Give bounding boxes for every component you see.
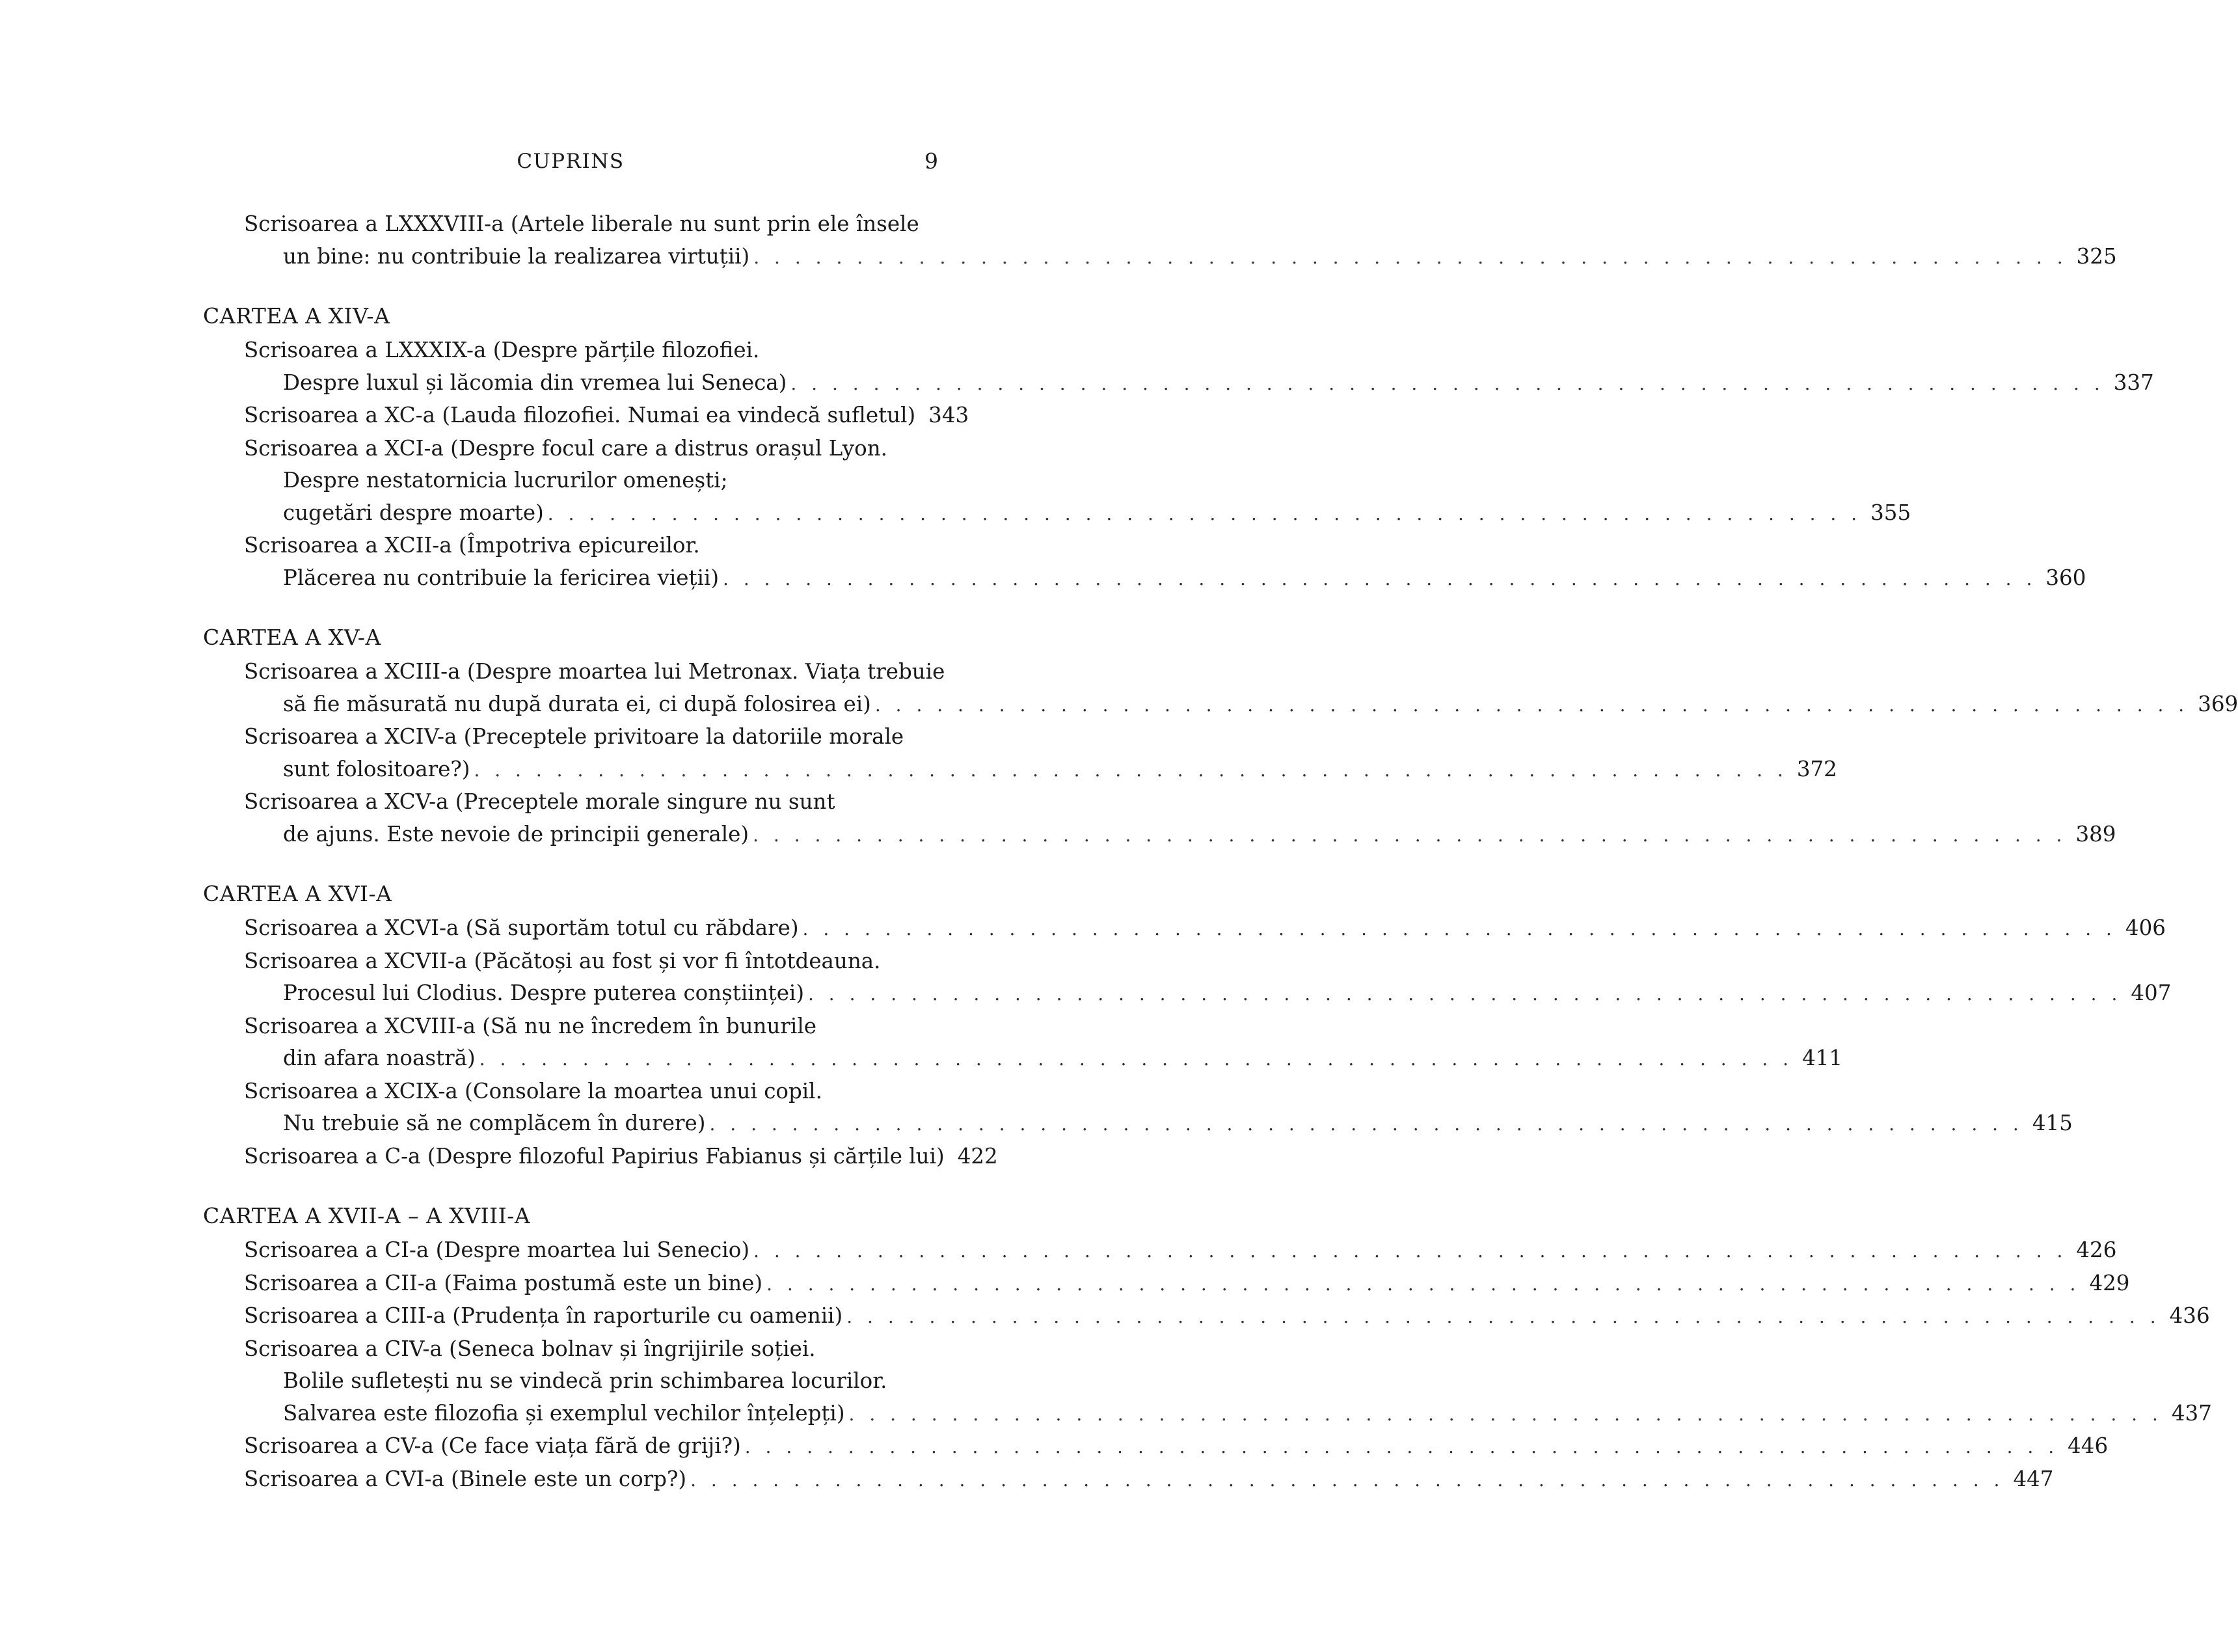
toc-page-number[interactable]: 437 <box>2171 1400 2212 1426</box>
toc-entry-text: Procesul lui Clodius. Despre puterea conștiinței) <box>283 981 804 1005</box>
toc-entry-text: Scrisoarea a XCVIII-a (Să nu ne încredem în bunurile <box>244 1013 816 1038</box>
dot-leader: . . . . . . . . . . . . . . . . . . . . . . . . . . . . . . . . . . . . . . . . . . . . . . . . . . . . . . . . . . . . . . . . <box>790 372 2105 394</box>
toc-page-number[interactable]: 337 <box>2113 370 2154 395</box>
toc-entry[interactable] <box>203 721 1837 786</box>
dot-leader: . . . . . . . . . . . . . . . . . . . . . . . . . . . . . . . . . . . . . . . . . . . . . . . . . . . . . . . . . . . . . . . . <box>802 918 2116 940</box>
dot-leader: . . . . . . . . . . . . . . . . . . . . . . . . . . . . . . . . . . . . . . . . . . . . . . . . . . . . . . . . . . . . . . . . <box>479 1048 1794 1070</box>
toc-entry-continuation-line <box>244 688 2238 722</box>
toc-entry-continuation-line <box>244 465 938 497</box>
toc-page <box>203 146 2238 1522</box>
toc-entry-line <box>244 399 969 433</box>
toc-entry-line <box>244 721 938 753</box>
toc-entry-text: sunt folositoare?) <box>283 756 470 781</box>
toc-entry-text: Scrisoarea a XC-a (Lauda filozofiei. Numai ea vindecă sufletul) <box>244 403 916 427</box>
toc-entry-continuation-line <box>244 367 2154 400</box>
toc-entry-line <box>244 1430 2109 1463</box>
toc-entry-line <box>244 433 938 465</box>
toc-entry-text: Despre nestatornicia lucrurilor omenești; <box>283 468 728 493</box>
toc-entry-text: din afara noastră) <box>283 1046 476 1070</box>
toc-page-number[interactable]: 343 <box>928 403 969 427</box>
toc-entry-continuation-line <box>244 1398 2212 1431</box>
toc-entry-line <box>244 945 938 978</box>
toc-entry[interactable] <box>203 530 2086 595</box>
toc-entry-text: Scrisoarea a C-a (Despre filozoful Papirius Fabianus și cărțile lui) <box>244 1143 945 1169</box>
toc-entry-line <box>244 1267 2130 1301</box>
toc-entry-continuation-line <box>244 241 2117 274</box>
toc-entry[interactable] <box>203 1267 2130 1301</box>
toc-entry-continuation-line <box>244 562 2086 595</box>
toc-top-entries <box>203 208 2117 273</box>
toc-entry-text: Scrisoarea a LXXXVIII-a (Artele liberale nu sunt prin ele însele <box>244 211 919 236</box>
toc-entry-continuation-line <box>244 753 1837 787</box>
toc-page-number[interactable]: 411 <box>1802 1046 1843 1070</box>
toc-page-number[interactable]: 446 <box>2068 1433 2109 1458</box>
toc-entry-line <box>244 656 945 688</box>
toc-entry[interactable] <box>203 334 2154 399</box>
toc-entry-line <box>244 1463 2054 1496</box>
toc-page-number[interactable]: 426 <box>2076 1238 2117 1262</box>
toc-entry-text: Scrisoarea a LXXXIX-a (Despre părțile filozofiei. <box>244 338 760 362</box>
toc-entry-line <box>244 1010 938 1043</box>
dot-leader: . . . . . . . . . . . . . . . . . . . . . . . . . . . . . . . . . . . . . . . . . . . . . . . . . . . . . . . . . . . . . . . . <box>874 694 2189 716</box>
toc-page-number[interactable]: 355 <box>1870 500 1911 525</box>
toc-entry-text: Scrisoarea a XCIII-a (Despre moartea lui Metronax. Viața trebuie <box>244 659 945 684</box>
toc-entry-text: Salvarea este filozofia și exemplul vechilor înțelepți) <box>283 1400 845 1426</box>
dot-leader: . . . . . . . . . . . . . . . . . . . . . . . . . . . . . . . . . . . . . . . . . . . . . . . . . . . . . . . . . . . . . . . . <box>753 1240 2068 1262</box>
dot-leader: . . . . . . . . . . . . . . . . . . . . . . . . . . . . . . . . . . . . . . . . . . . . . . . . . . . . . . . . . . . . . . . . <box>766 1273 2081 1295</box>
toc-section <box>203 877 2172 1173</box>
toc-entry-text: Scrisoarea a CV-a (Ce face viața fără de griji?) <box>244 1433 741 1458</box>
dot-leader: . . . . . . . . . . . . . . . . . . . . . . . . . . . . . . . . . . . . . . . . . . . . . . . . . . . . . . . . . . . . . . . . <box>690 1469 2004 1491</box>
toc-page-number[interactable]: 436 <box>2169 1303 2210 1328</box>
toc-entry[interactable] <box>203 1010 1843 1076</box>
toc-page-number[interactable]: 389 <box>2075 821 2116 846</box>
toc-entry-text: Scrisoarea a XCIV-a (Preceptele privitoare la datoriile morale <box>244 724 904 749</box>
toc-entry-text: Nu trebuie să ne complăcem în durere) <box>283 1111 706 1135</box>
toc-entry-text: Scrisoarea a CI-a (Despre moartea lui Senecio) <box>244 1238 750 1262</box>
toc-entry-continuation-line <box>244 497 1911 530</box>
toc-page-number[interactable]: 325 <box>2076 243 2117 269</box>
toc-entry-text: Scrisoarea a CVI-a (Binele este un corp?) <box>244 1466 687 1491</box>
toc-entry-text: să fie măsurată nu după durata ei, ci după folosirea ei) <box>283 691 871 716</box>
toc-entry[interactable] <box>203 208 2117 273</box>
toc-entry-continuation-line <box>244 1042 1843 1076</box>
dot-leader: . . . . . . . . . . . . . . . . . . . . . . . . . . . . . . . . . . . . . . . . . . . . . . . . . . . . . . . . . . . . . . . . <box>547 502 1862 524</box>
toc-entry[interactable] <box>203 1430 2109 1463</box>
dot-leader: . . . . . . . . . . . . . . . . . . . . . . . . . . . . . . . . . . . . . . . . . . . . . . . . . . . . . . . . . . . . . . . . <box>753 246 2068 268</box>
toc-entry[interactable] <box>203 433 1911 530</box>
dot-leader: . . . . . . . . . . . . . . . . . . . . . . . . . . . . . . . . . . . . . . . . . . . . . . . . . . . . . . . . . . . . . . . . <box>709 1113 2023 1135</box>
toc-page-number[interactable]: 406 <box>2125 915 2166 940</box>
toc-entry[interactable] <box>203 945 2172 1010</box>
toc-section <box>203 299 2154 595</box>
toc-entry-line <box>244 1076 938 1108</box>
dot-leader: . . . . . . . . . . . . . . . . . . . . . . . . . . . . . . . . . . . . . . . . . . . . . . . . . . . . . . . . . . . . . . . . <box>808 983 2122 1005</box>
toc-sections <box>203 299 2238 1496</box>
toc-entry-text: Bolile sufletești nu se vindecă prin schimbarea locurilor. <box>283 1368 887 1393</box>
toc-page-number[interactable]: 369 <box>2198 691 2238 716</box>
toc-entry[interactable] <box>203 399 969 433</box>
section-heading[interactable]: CARTEA A XVI-A <box>203 881 392 906</box>
toc-page-number[interactable]: 429 <box>2089 1270 2130 1295</box>
toc-page-number[interactable]: 360 <box>2045 565 2086 590</box>
toc-page-number[interactable]: 447 <box>2013 1466 2054 1491</box>
toc-section <box>203 1199 2212 1496</box>
toc-entry-line <box>244 1300 2210 1333</box>
section-heading[interactable]: CARTEA A XVII-A – A XVIII-A <box>203 1203 531 1228</box>
dot-leader: . . . . . . . . . . . . . . . . . . . . . . . . . . . . . . . . . . . . . . . . . . . . . . . . . . . . . . . . . . . . . . . . <box>744 1436 2059 1457</box>
dot-leader: . . . . . . . . . . . . . . . . . . . . . . . . . . . . . . . . . . . . . . . . . . . . . . . . . . . . . . . . . . . . . . . . <box>474 759 1788 781</box>
toc-entry-text: cugetări despre moarte) <box>283 500 544 525</box>
toc-entry-text: Scrisoarea a XCVII-a (Păcătoși au fost și vor fi întotdeauna. <box>244 948 881 973</box>
toc-entry[interactable] <box>203 656 2238 721</box>
toc-entry-text: Scrisoarea a XCIX-a (Consolare la moartea unui copil. <box>244 1078 822 1104</box>
toc-entry-text: un bine: nu contribuie la realizarea virtuții) <box>283 243 750 269</box>
toc-entry-text: Plăcerea nu contribuie la fericirea vieții) <box>283 565 720 590</box>
toc-entry-line <box>244 530 938 562</box>
toc-entry-continuation-line <box>244 819 2116 852</box>
toc-entry-text: Despre luxul și lăcomia din vremea lui Seneca) <box>283 370 787 395</box>
toc-entry-text: Scrisoarea a XCII-a (Împotriva epicureilor. <box>244 533 700 558</box>
toc-entry[interactable] <box>203 786 2116 851</box>
toc-entry-line <box>244 1234 2117 1267</box>
dot-leader: . . . . . . . . . . . . . . . . . . . . . . . . . . . . . . . . . . . . . . . . . . . . . . . . . . . . . . . . . . . . . . . . <box>723 567 2037 589</box>
folio-page-number: 9 <box>924 148 938 174</box>
toc-entry-continuation-line <box>244 977 2172 1010</box>
toc-entry[interactable] <box>203 1141 998 1174</box>
toc-entry[interactable] <box>203 1234 2117 1267</box>
toc-entry[interactable] <box>203 1333 2212 1431</box>
toc-entry-text: Scrisoarea a XCV-a (Preceptele morale singure nu sunt <box>244 789 835 814</box>
toc-entry-text: Scrisoarea a CII-a (Faima postumă este un bine) <box>244 1270 763 1295</box>
toc-entry-line <box>244 1141 998 1174</box>
toc-entry-line <box>244 786 938 819</box>
toc-entry-text: Scrisoarea a CIV-a (Seneca bolnav și îngrijirile soției. <box>244 1336 816 1361</box>
toc-entry[interactable] <box>203 1463 2054 1496</box>
running-head <box>203 146 938 180</box>
toc-page-number[interactable]: 422 <box>957 1143 998 1169</box>
toc-entry-text: Scrisoarea a XCI-a (Despre focul care a distrus orașul Lyon. <box>244 435 887 461</box>
running-title: CUPRINS <box>517 150 625 173</box>
toc-entry[interactable] <box>203 1300 2210 1333</box>
toc-entry-text: Scrisoarea a CIII-a (Prudența în raporturile cu oamenii) <box>244 1303 843 1328</box>
toc-entry-line <box>244 1333 938 1366</box>
toc-entry[interactable] <box>203 912 2166 945</box>
toc-page-number[interactable]: 415 <box>2032 1111 2073 1135</box>
toc-entry-continuation-line <box>244 1365 938 1398</box>
toc-entry[interactable] <box>203 1076 2073 1141</box>
toc-page-number[interactable]: 372 <box>1796 756 1837 781</box>
section-heading[interactable]: CARTEA A XIV-A <box>203 303 390 329</box>
section-heading[interactable]: CARTEA A XV-A <box>203 625 381 650</box>
toc-section <box>203 621 2238 851</box>
dot-leader: . . . . . . . . . . . . . . . . . . . . . . . . . . . . . . . . . . . . . . . . . . . . . . . . . . . . . . . . . . . . . . . . <box>846 1306 2161 1327</box>
dot-leader: . . . . . . . . . . . . . . . . . . . . . . . . . . . . . . . . . . . . . . . . . . . . . . . . . . . . . . . . . . . . . . . . <box>848 1403 2163 1425</box>
toc-entry-line <box>244 912 2166 945</box>
toc-entry-line <box>244 334 938 367</box>
toc-entry-line <box>244 208 938 241</box>
toc-entry-text: de ajuns. Este nevoie de principii generale) <box>283 821 749 846</box>
toc-entry-continuation-line <box>244 1107 2073 1141</box>
toc-page-number[interactable]: 407 <box>2131 981 2172 1005</box>
toc-entry-text: Scrisoarea a XCVI-a (Să suportăm totul cu răbdare) <box>244 915 799 940</box>
dot-leader: . . . . . . . . . . . . . . . . . . . . . . . . . . . . . . . . . . . . . . . . . . . . . . . . . . . . . . . . . . . . . . . . <box>753 824 2067 846</box>
